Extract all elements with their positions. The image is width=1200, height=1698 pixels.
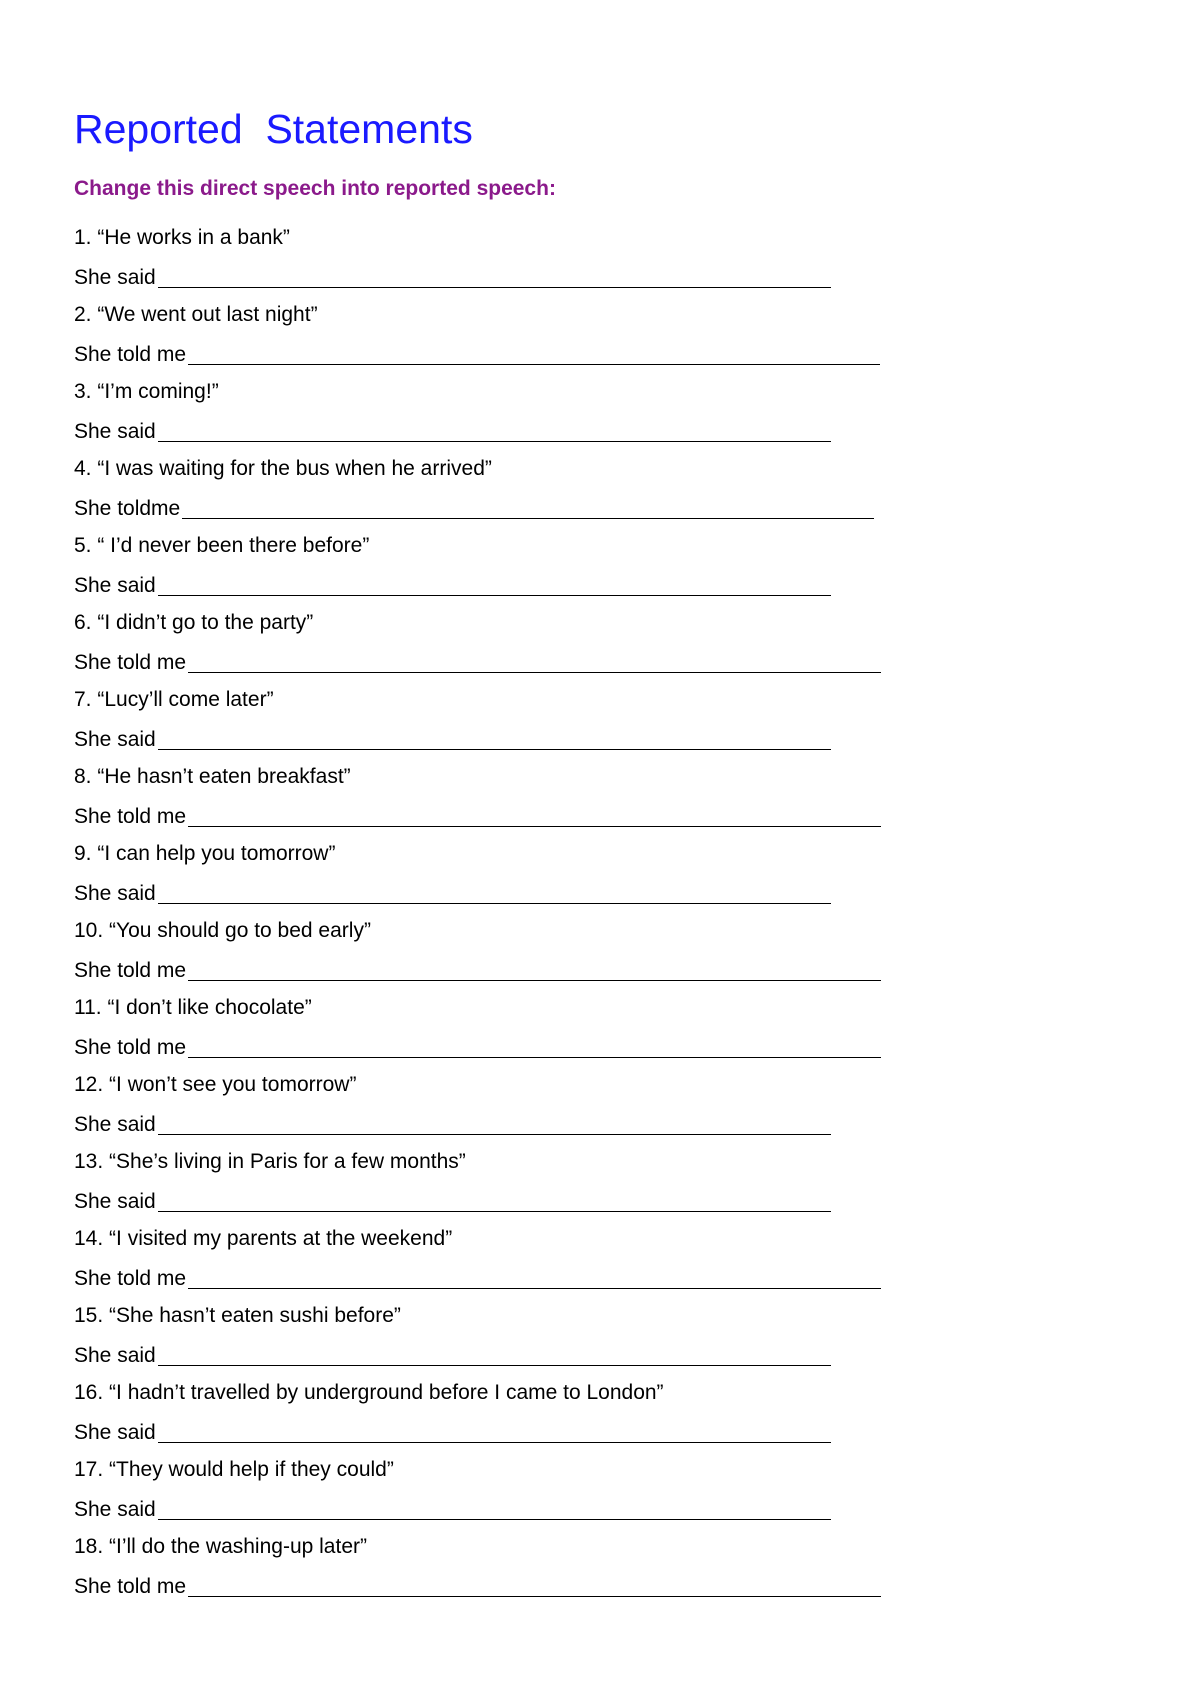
- direct-speech-prompt: 8. “He hasn’t eaten breakfast”: [74, 765, 351, 788]
- exercise-item: [74, 995, 914, 1072]
- direct-speech-prompt: 11. “I don’t like chocolate”: [74, 996, 312, 1019]
- exercise-item: [74, 841, 914, 918]
- answer-blank-line[interactable]: [188, 672, 881, 673]
- exercise-item: [74, 302, 914, 379]
- answer-blank-line[interactable]: [158, 1211, 831, 1212]
- answer-blank-line[interactable]: [158, 1519, 831, 1520]
- answer-row: [74, 1495, 831, 1523]
- answer-lead-text: She said: [74, 1421, 156, 1444]
- direct-speech-prompt: 4. “I was waiting for the bus when he arrived”: [74, 457, 492, 480]
- direct-speech-prompt: 5. “ I’d never been there before”: [74, 534, 370, 557]
- direct-speech-prompt: 14. “I visited my parents at the weekend”: [74, 1227, 453, 1250]
- answer-blank-line[interactable]: [188, 364, 880, 365]
- answer-lead-text: She said: [74, 1190, 156, 1213]
- direct-speech-prompt: 17. “They would help if they could”: [74, 1458, 394, 1481]
- answer-lead-text: She said: [74, 266, 156, 289]
- answer-lead-text: She told me: [74, 651, 187, 674]
- answer-lead-text: She told me: [74, 959, 187, 982]
- answer-blank-line[interactable]: [158, 287, 831, 288]
- answer-lead-text: She told me: [74, 805, 187, 828]
- direct-speech-prompt: 1. “He works in a bank”: [74, 226, 290, 249]
- answer-row: [74, 1264, 881, 1292]
- answer-row: [74, 571, 831, 599]
- answer-lead-text: She said: [74, 882, 156, 905]
- direct-speech-prompt: 2. “We went out last night”: [74, 303, 318, 326]
- answer-row: [74, 1418, 831, 1446]
- exercise-item: [74, 1457, 914, 1534]
- answer-blank-line[interactable]: [188, 1596, 881, 1597]
- answer-lead-text: She said: [74, 574, 156, 597]
- answer-blank-line[interactable]: [158, 1365, 831, 1366]
- exercise-item: [74, 1149, 914, 1226]
- direct-speech-prompt: 3. “I’m coming!”: [74, 380, 219, 403]
- exercise-item: [74, 1380, 914, 1457]
- instruction-text: Change this direct speech into reported speech:: [74, 177, 556, 200]
- answer-blank-line[interactable]: [158, 903, 831, 904]
- answer-blank-line[interactable]: [188, 1288, 881, 1289]
- answer-blank-line[interactable]: [158, 441, 831, 442]
- exercise-item: [74, 1226, 914, 1303]
- answer-lead-text: She told me: [74, 343, 187, 366]
- answer-row: [74, 1110, 831, 1138]
- answer-lead-text: She toldme: [74, 497, 181, 520]
- answer-row: [74, 340, 880, 368]
- answer-row: [74, 879, 831, 907]
- direct-speech-prompt: 7. “Lucy’ll come later”: [74, 688, 274, 711]
- answer-blank-line[interactable]: [158, 595, 831, 596]
- answer-blank-line[interactable]: [158, 1442, 831, 1443]
- direct-speech-prompt: 13. “She’s living in Paris for a few months”: [74, 1150, 466, 1173]
- answer-row: [74, 802, 881, 830]
- exercise-item: [74, 610, 914, 687]
- exercise-item: [74, 918, 914, 995]
- exercise-item: [74, 687, 914, 764]
- exercise-item: [74, 225, 914, 302]
- answer-row: [74, 417, 831, 445]
- exercise-list: [74, 225, 914, 1611]
- answer-blank-line[interactable]: [188, 1057, 881, 1058]
- direct-speech-prompt: 12. “I won’t see you tomorrow”: [74, 1073, 357, 1096]
- answer-row: [74, 1341, 831, 1369]
- answer-blank-line[interactable]: [182, 518, 874, 519]
- direct-speech-prompt: 6. “I didn’t go to the party”: [74, 611, 314, 634]
- answer-lead-text: She told me: [74, 1575, 187, 1598]
- answer-row: [74, 263, 831, 291]
- answer-lead-text: She said: [74, 1498, 156, 1521]
- exercise-item: [74, 1303, 914, 1380]
- exercise-item: [74, 456, 914, 533]
- answer-blank-line[interactable]: [158, 1134, 831, 1135]
- direct-speech-prompt: 15. “She hasn’t eaten sushi before”: [74, 1304, 401, 1327]
- answer-row: [74, 1187, 831, 1215]
- answer-lead-text: She said: [74, 1344, 156, 1367]
- exercise-item: [74, 764, 914, 841]
- direct-speech-prompt: 10. “You should go to bed early”: [74, 919, 371, 942]
- exercise-item: [74, 533, 914, 610]
- answer-lead-text: She told me: [74, 1267, 187, 1290]
- answer-lead-text: She told me: [74, 1036, 187, 1059]
- direct-speech-prompt: 16. “I hadn’t travelled by underground before I came to London”: [74, 1381, 664, 1404]
- exercise-item: [74, 1534, 914, 1611]
- exercise-item: [74, 379, 914, 456]
- direct-speech-prompt: 9. “I can help you tomorrow”: [74, 842, 336, 865]
- direct-speech-prompt: 18. “I’ll do the washing-up later”: [74, 1535, 367, 1558]
- answer-lead-text: She said: [74, 420, 156, 443]
- answer-row: [74, 1033, 881, 1061]
- page-title: Reported Statements: [74, 106, 473, 152]
- answer-row: [74, 725, 831, 753]
- answer-row: [74, 494, 874, 522]
- answer-row: [74, 1572, 881, 1600]
- answer-row: [74, 956, 881, 984]
- answer-row: [74, 648, 881, 676]
- exercise-item: [74, 1072, 914, 1149]
- answer-blank-line[interactable]: [188, 826, 881, 827]
- answer-blank-line[interactable]: [158, 749, 831, 750]
- answer-lead-text: She said: [74, 728, 156, 751]
- answer-lead-text: She said: [74, 1113, 156, 1136]
- answer-blank-line[interactable]: [188, 980, 881, 981]
